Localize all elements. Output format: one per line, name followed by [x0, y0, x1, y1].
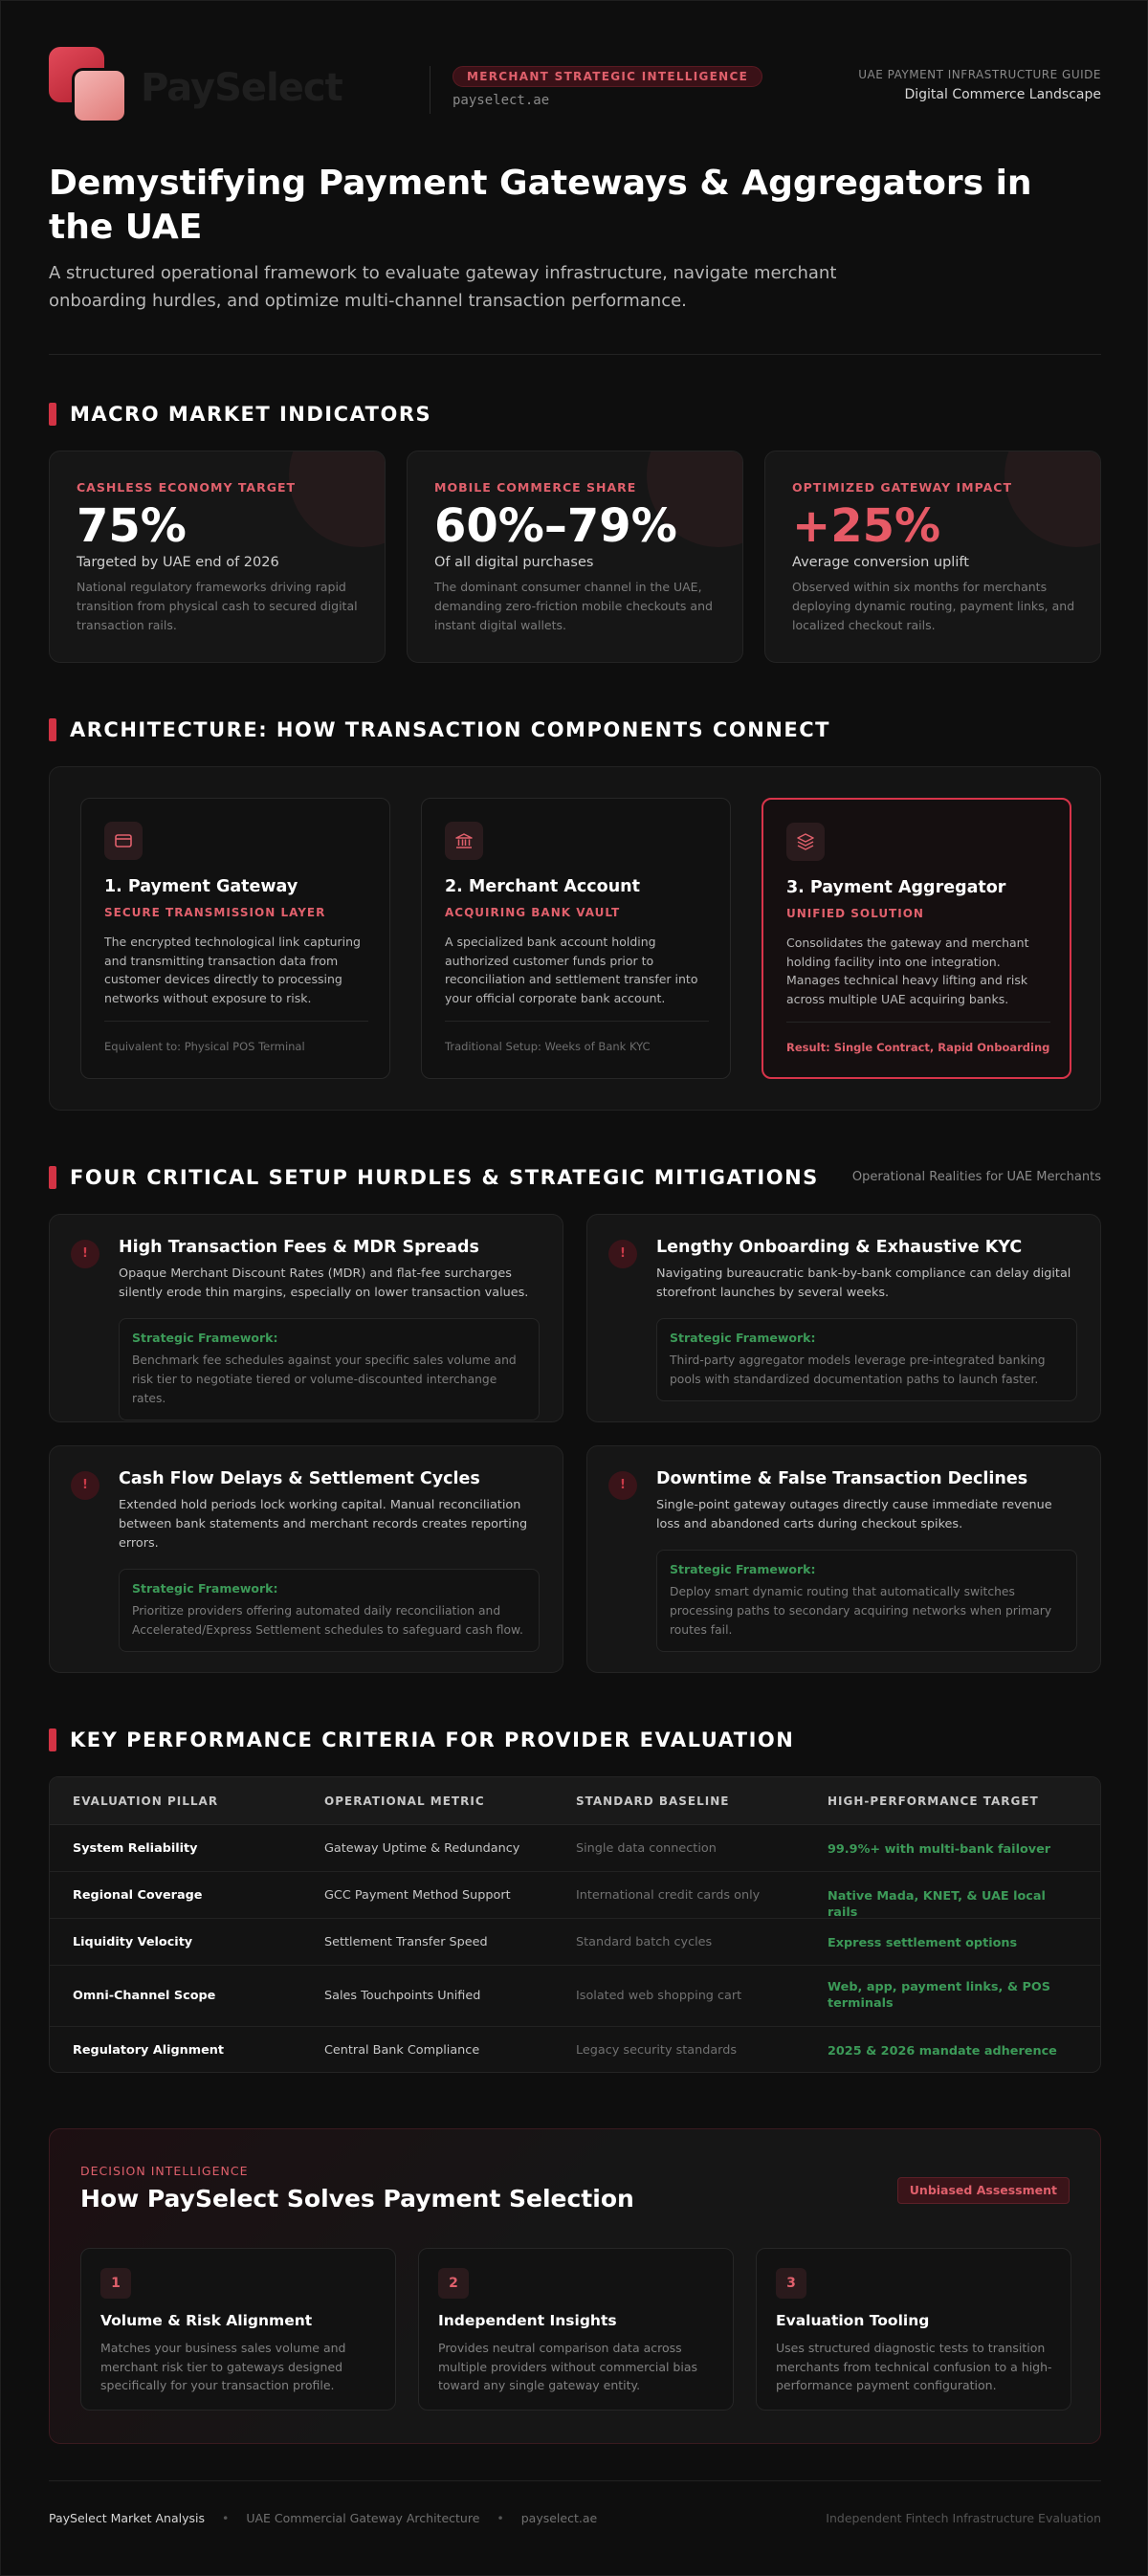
site-domain[interactable]: payselect.ae: [453, 93, 550, 108]
table-cell: International credit cards only: [576, 1888, 761, 1903]
table-cell: Regulatory Alignment: [73, 2043, 225, 2058]
criteria-table: [49, 1776, 1101, 2073]
arch-card-description: Consolidates the gateway and merchant holding facility into one integration. Manages technical heavy lifting and risk across multiple UAE acquiring banks.: [786, 936, 1029, 1006]
table-cell: Liquidity Velocity: [73, 1935, 193, 1949]
arch-card-aggregator[interactable]: [762, 798, 1071, 1079]
footer-separator: •: [222, 2511, 230, 2525]
stat-value: 60%–79%: [434, 499, 677, 553]
hurdle-card-onboarding: [586, 1214, 1101, 1422]
table-cell: Gateway Uptime & Redundancy: [324, 1841, 520, 1856]
strategic-framework: [656, 1318, 1077, 1401]
table-cell: Legacy security standards: [576, 2043, 738, 2058]
table-row: [50, 1919, 1101, 1966]
alert-icon: !: [608, 1471, 637, 1500]
status-badge: Unbiased Assessment: [897, 2177, 1070, 2204]
column-header: HIGH-PERFORMANCE TARGET: [828, 1794, 1039, 1808]
arch-card-gateway[interactable]: [80, 798, 390, 1079]
arch-card-title: 2. Merchant Account: [445, 877, 640, 896]
table-header: [50, 1777, 1101, 1825]
stat-note: Observed within six months for merchants deploying dynamic routing, payment links, and localized checkout rails.: [792, 580, 1075, 632]
alert-icon: !: [608, 1240, 637, 1268]
arch-card-title: 1. Payment Gateway: [104, 877, 298, 896]
table-cell: Settlement Transfer Speed: [324, 1935, 488, 1949]
heading-accent-bar: [49, 1166, 56, 1189]
framework-text: Benchmark fee schedules against your specific sales volume and risk tier to negotiate tiered or volume-discounted interchange rates.: [132, 1354, 517, 1405]
table-cell: Web, app, payment links, & POS terminals: [828, 1980, 1050, 2011]
logo-text[interactable]: PaySelect: [141, 66, 342, 110]
arch-card-subtitle: SECURE TRANSMISSION LAYER: [104, 906, 326, 919]
feature-title: Evaluation Tooling: [776, 2312, 930, 2329]
divider: [49, 2480, 1101, 2481]
alert-icon: !: [71, 1240, 99, 1268]
arch-card-merchant-account[interactable]: [421, 798, 731, 1079]
table-cell: 2025 & 2026 mandate adherence: [828, 2044, 1057, 2059]
heading-accent-bar: [49, 403, 56, 426]
step-number: 2: [438, 2268, 469, 2299]
framework-label: Strategic Framework:: [132, 1581, 278, 1596]
divider: [104, 1021, 368, 1022]
panel-title: How PaySelect Solves Payment Selection: [80, 2185, 634, 2213]
framework-text: Prioritize providers offering automated daily reconciliation and Accelerated/Express Settlement schedules to safeguard cash flow.: [132, 1604, 523, 1637]
arch-card-footer: Traditional Setup: Weeks of Bank KYC: [445, 1040, 651, 1053]
site-header: [49, 47, 1101, 123]
table-cell: Regional Coverage: [73, 1888, 203, 1903]
category-tag: MERCHANT STRATEGIC INTELLIGENCE: [453, 66, 762, 87]
section-heading-architecture: [49, 716, 1101, 743]
heading-accent-bar: [49, 718, 56, 741]
decision-intelligence-panel: [49, 2128, 1101, 2444]
framework-label: Strategic Framework:: [670, 1331, 816, 1345]
stat-value: 75%: [77, 499, 187, 553]
hurdle-title: Cash Flow Delays & Settlement Cycles: [119, 1469, 480, 1488]
arch-card-description: The encrypted technological link capturing and transmitting transaction data from customer devices directly to processing networks without exposure to risk.: [104, 935, 361, 1005]
arch-card-title: 3. Payment Aggregator: [786, 878, 1006, 897]
hurdle-description: Single-point gateway outages directly cause immediate revenue loss and abandoned carts during checkout spikes.: [656, 1498, 1052, 1531]
feature-description: Uses structured diagnostic tests to transition merchants from technical confusion to a high-performance payment configuration.: [776, 2341, 1052, 2392]
table-cell: Sales Touchpoints Unified: [324, 1989, 481, 2003]
footer-left: [49, 2511, 597, 2525]
hurdle-card-cash-flow: [49, 1445, 563, 1673]
hurdle-card-fees: [49, 1214, 563, 1422]
logo-icon[interactable]: [49, 47, 131, 123]
guide-subtitle: Digital Commerce Landscape: [904, 87, 1101, 102]
hurdle-description: Opaque Merchant Discount Rates (MDR) and flat-fee surcharges silently erode thin margins, especially on lower transaction values.: [119, 1266, 529, 1300]
guide-info: [858, 68, 1101, 102]
section-heading-criteria: [49, 1727, 1101, 1753]
table-row: [50, 1966, 1101, 2027]
section-title: FOUR CRITICAL SETUP HURDLES & STRATEGIC MITIGATIONS: [70, 1166, 819, 1189]
feature-card-tooling[interactable]: [756, 2248, 1071, 2411]
heading-accent-bar: [49, 1728, 56, 1751]
section-title: MACRO MARKET INDICATORS: [70, 403, 432, 426]
section-heading-macro: [49, 401, 1101, 428]
divider: [49, 354, 1101, 355]
table-cell: Isolated web shopping cart: [576, 1989, 742, 2003]
stat-note: National regulatory frameworks driving rapid transition from physical cash to secured digital transaction rails.: [77, 580, 358, 632]
stat-note: The dominant consumer channel in the UAE, demanding zero-friction mobile checkouts and instant digital wallets.: [434, 580, 713, 632]
table-cell: GCC Payment Method Support: [324, 1888, 511, 1903]
table-row: [50, 1872, 1101, 1919]
hurdle-title: Lengthy Onboarding & Exhaustive KYC: [656, 1238, 1023, 1257]
stat-card-gateway-impact: [764, 451, 1101, 663]
divider: [786, 1022, 1050, 1023]
arch-card-description: A specialized bank account holding authorized customer funds prior to reconciliation and settlement transfer into your official corporate bank account.: [445, 935, 698, 1005]
alert-icon: !: [71, 1471, 99, 1500]
table-cell: Express settlement options: [828, 1936, 1018, 1950]
stat-card-cashless: [49, 451, 386, 663]
column-header: EVALUATION PILLAR: [73, 1794, 219, 1808]
section-heading-hurdles: [49, 1164, 1101, 1191]
hurdle-title: Downtime & False Transaction Declines: [656, 1469, 1028, 1488]
feature-description: Matches your business sales volume and merchant risk tier to gateways designed specifically for your transaction profile.: [100, 2341, 346, 2392]
architecture-panel: [49, 766, 1101, 1111]
stat-eyebrow: MOBILE COMMERCE SHARE: [434, 480, 637, 495]
framework-label: Strategic Framework:: [132, 1331, 278, 1345]
section-title: KEY PERFORMANCE CRITERIA FOR PROVIDER EVALUATION: [70, 1728, 795, 1751]
hurdle-title: High Transaction Fees & MDR Spreads: [119, 1238, 479, 1257]
section-title: ARCHITECTURE: HOW TRANSACTION COMPONENTS CONNECT: [70, 718, 830, 741]
table-cell: System Reliability: [73, 1841, 198, 1856]
feature-title: Independent Insights: [438, 2312, 617, 2329]
stat-eyebrow: OPTIMIZED GATEWAY IMPACT: [792, 480, 1012, 495]
table-cell: Single data connection: [576, 1841, 717, 1856]
table-cell: 99.9%+ with multi-bank failover: [828, 1842, 1051, 1857]
feature-description: Provides neutral comparison data across multiple providers without commercial bias toward any single gateway entity.: [438, 2341, 698, 2392]
bank-icon: [445, 822, 483, 860]
strategic-framework: [119, 1318, 540, 1420]
feature-title: Volume & Risk Alignment: [100, 2312, 313, 2329]
section-subtitle: Operational Realities for UAE Merchants: [851, 1170, 1101, 1184]
step-number: 3: [776, 2268, 806, 2299]
stat-label: Of all digital purchases: [434, 555, 594, 570]
site-footer: [49, 2507, 1101, 2530]
table-cell: Native Mada, KNET, & UAE local rails: [828, 1889, 1046, 1920]
layers-icon: [786, 823, 825, 861]
table-row: [50, 2027, 1101, 2073]
stat-label: Average conversion uplift: [792, 555, 969, 570]
card-glow: [1004, 451, 1101, 547]
footer-link[interactable]: payselect.ae: [520, 2511, 598, 2525]
arch-card-footer: Equivalent to: Physical POS Terminal: [104, 1040, 305, 1053]
card-glow: [289, 451, 386, 547]
framework-text: Deploy smart dynamic routing that automatically switches processing paths to secondary acquiring networks when primary routes fail.: [670, 1585, 1052, 1637]
hurdle-card-downtime: [586, 1445, 1101, 1673]
footer-item: UAE Commercial Gateway Architecture: [246, 2511, 480, 2525]
page-description: A structured operational framework to evaluate gateway infrastructure, navigate merchant onboarding hurdles, and optimize multi-channel transaction performance.: [49, 263, 837, 311]
stat-eyebrow: CASHLESS ECONOMY TARGET: [77, 480, 297, 495]
divider: [445, 1021, 709, 1022]
footer-brand: PaySelect Market Analysis: [49, 2511, 206, 2525]
table-cell: Central Bank Compliance: [324, 2043, 480, 2058]
stat-label: Targeted by UAE end of 2026: [77, 555, 279, 570]
column-header: OPERATIONAL METRIC: [324, 1794, 485, 1808]
stat-card-mobile: [407, 451, 743, 663]
guide-label: UAE PAYMENT INFRASTRUCTURE GUIDE: [858, 68, 1101, 81]
arch-card-footer: Result: Single Contract, Rapid Onboarding: [786, 1041, 1050, 1054]
feature-card-volume-risk[interactable]: [80, 2248, 396, 2411]
framework-label: Strategic Framework:: [670, 1562, 816, 1576]
table-row: [50, 1825, 1101, 1872]
strategic-framework: [119, 1569, 540, 1652]
framework-text: Third-party aggregator models leverage pre-integrated banking pools with standardized documentation paths to launch faster.: [670, 1354, 1046, 1386]
hurdle-description: Extended hold periods lock working capital. Manual reconciliation between bank statements and merchant records creates reporting errors.: [119, 1498, 528, 1551]
credit-card-icon: [104, 822, 143, 860]
strategic-framework: [656, 1550, 1077, 1652]
arch-card-subtitle: UNIFIED SOLUTION: [786, 907, 924, 920]
feature-card-insights[interactable]: [418, 2248, 734, 2411]
arch-card-subtitle: ACQUIRING BANK VAULT: [445, 906, 621, 919]
page-title: Demystifying Payment Gateways & Aggregators in the UAE: [49, 164, 1032, 247]
panel-eyebrow: DECISION INTELLIGENCE: [80, 2164, 249, 2178]
footer-separator: •: [497, 2511, 504, 2525]
stat-value: +25%: [792, 499, 941, 553]
column-header: STANDARD BASELINE: [576, 1794, 730, 1808]
hurdle-description: Navigating bureaucratic bank-by-bank compliance can delay digital storefront launches by several weeks.: [656, 1266, 1071, 1300]
table-cell: Omni-Channel Scope: [73, 1989, 216, 2003]
step-number: 1: [100, 2268, 131, 2299]
footer-right: Independent Fintech Infrastructure Evaluation: [826, 2511, 1101, 2525]
table-cell: Standard batch cycles: [576, 1935, 713, 1949]
